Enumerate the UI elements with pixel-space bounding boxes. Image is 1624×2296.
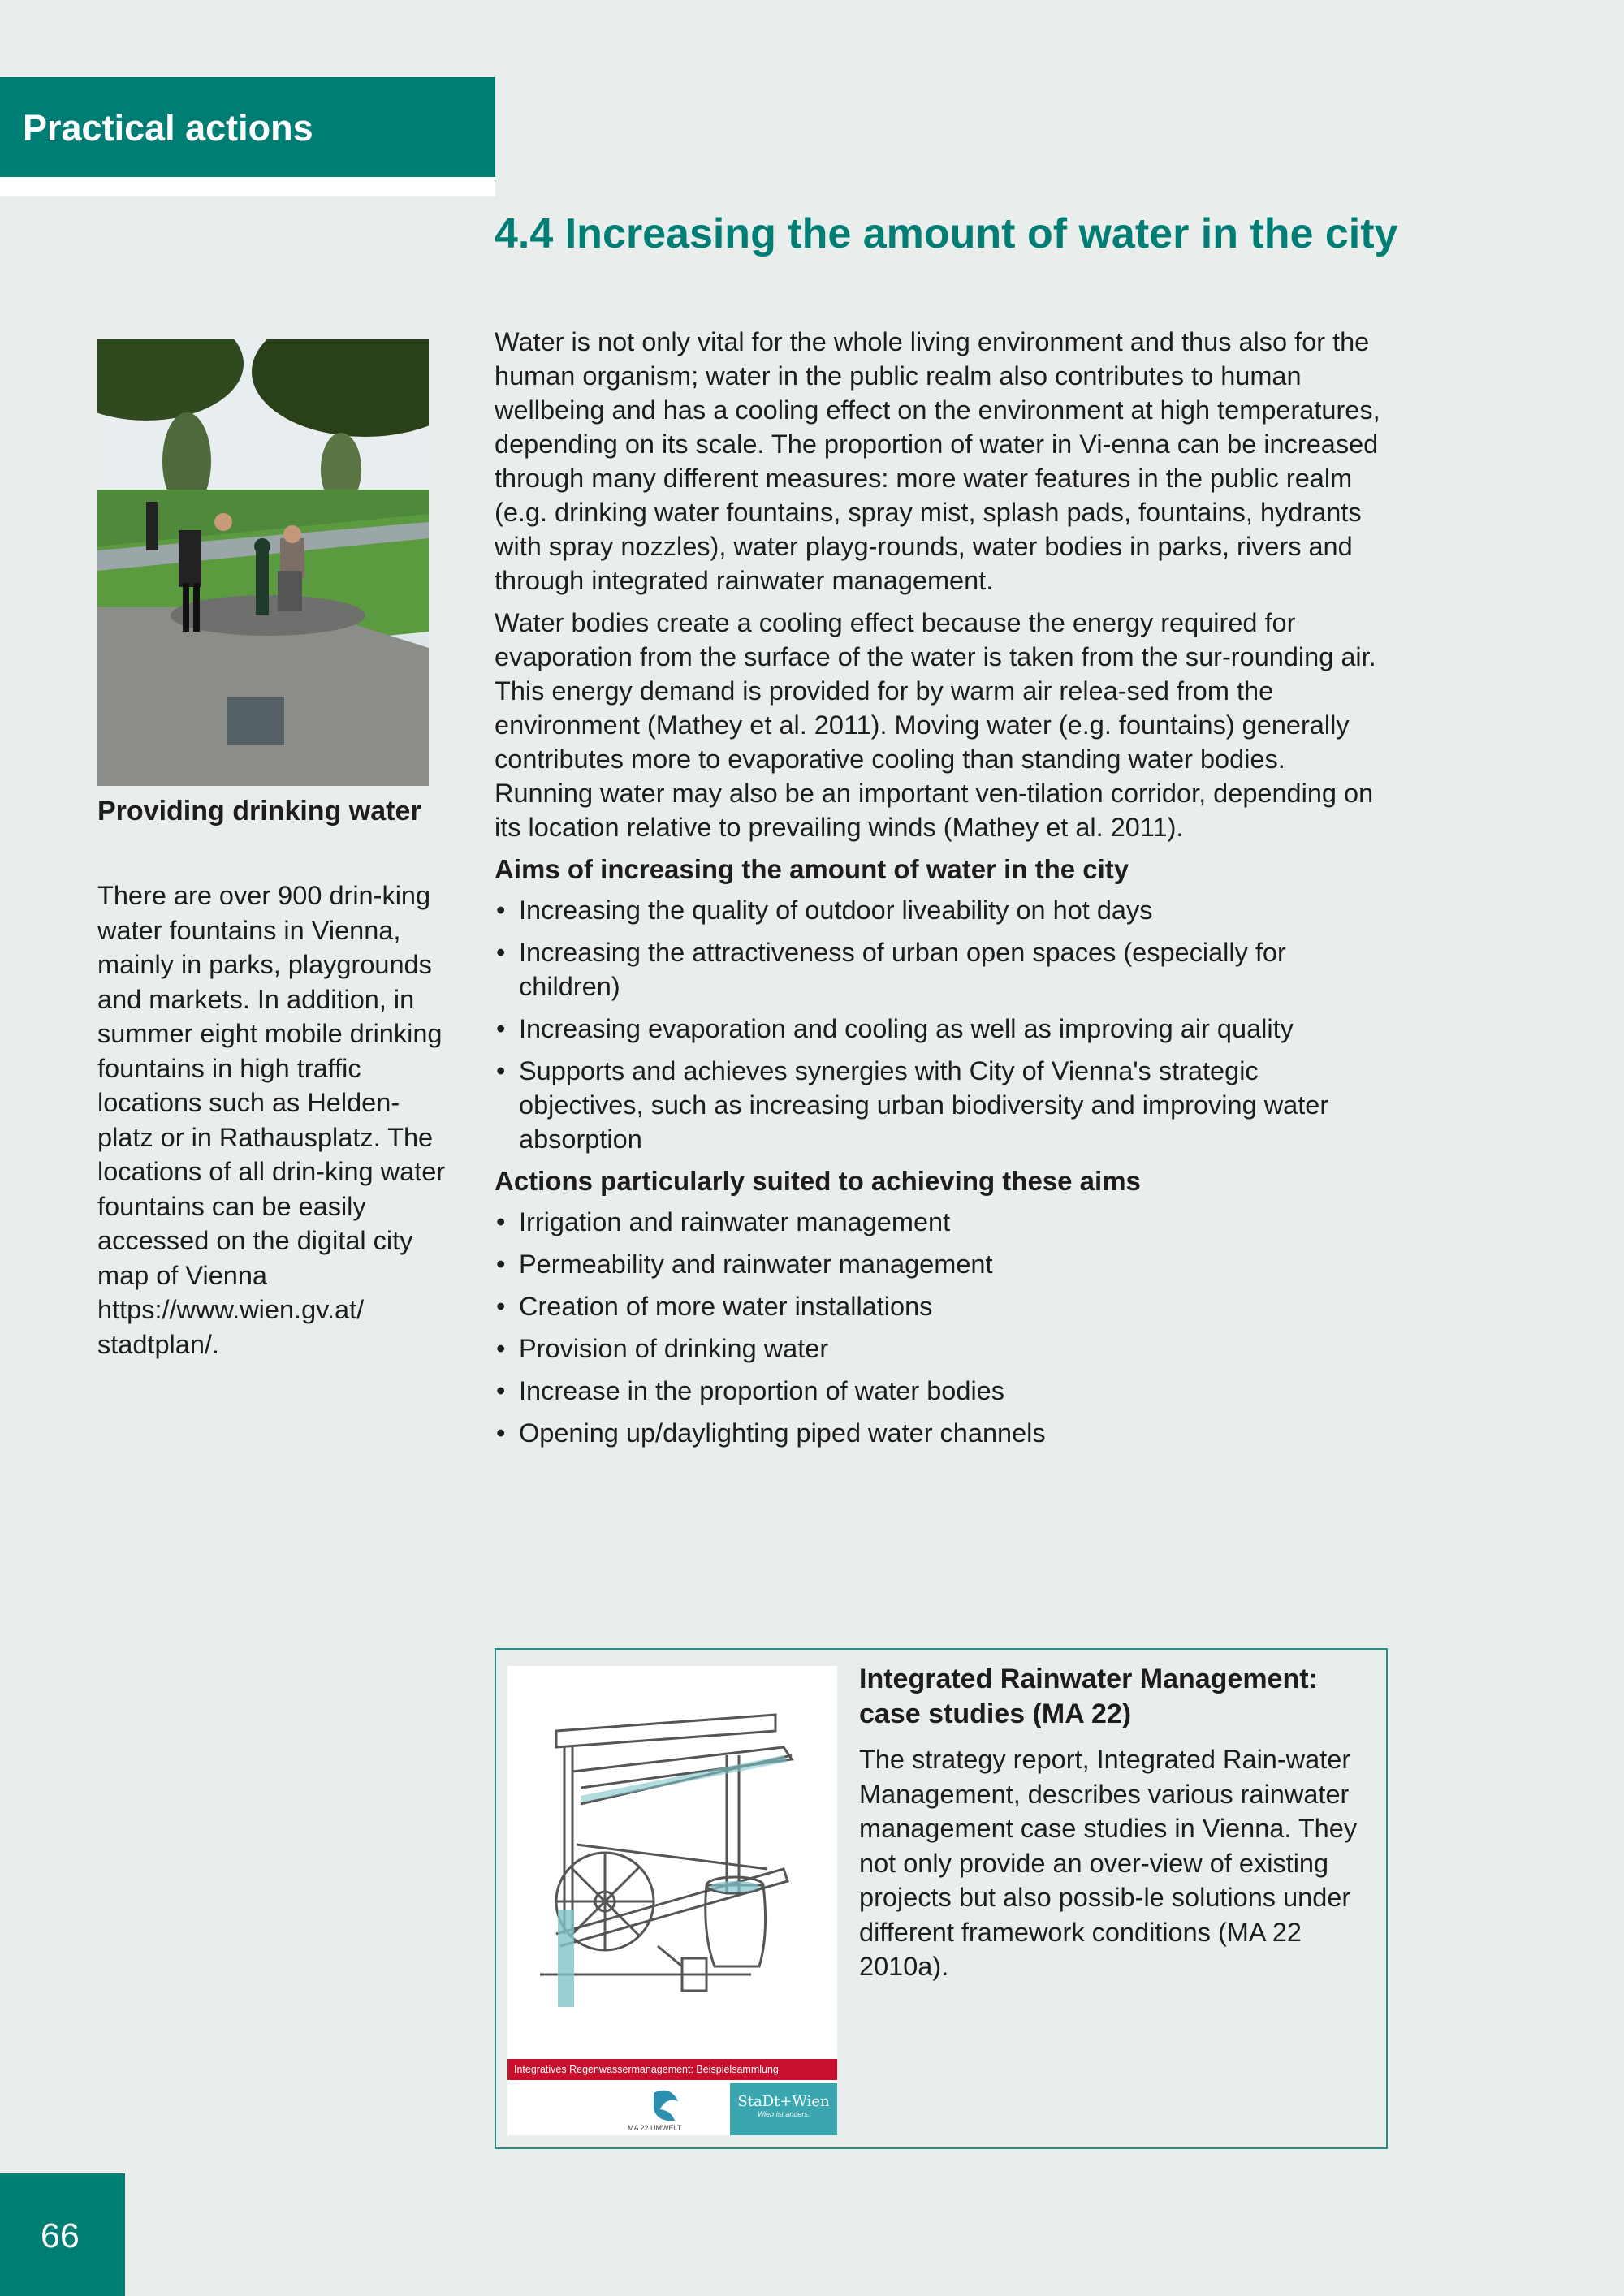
header-underline — [0, 177, 495, 196]
body-paragraph: Water bodies create a cooling effect because the energy required for evaporation from the surface of the water is taken from the sur-rounding air. This energy demand is provided for by warm air relea-sed from the environment (Mathey et al. 2011). Moving water (e.g. fountains) generally contributes more to evaporative cooling than standing water bodies. Running water may also be an important ven-tilation corridor, depending on its location relative to prevailing winds (Mathey et al. 2011). — [495, 608, 1376, 842]
list-item: • Increasing evaporation and cooling as well as improving air quality — [495, 1012, 1384, 1046]
ma22-logo-text: MA 22 UMWELT — [628, 2124, 682, 2132]
sidebar-heading: Providing drinking water — [97, 796, 421, 826]
drinking-fountain-photo — [97, 339, 429, 786]
section-header-title: Practical actions — [23, 107, 313, 149]
sidebar-text: There are over 900 drin-king water fountains in Vienna, mainly in parks, playgrounds and markets. In addition, in summer eight mobile drinking fountains in high traffic locations such as Helden-platz or in Rathausplatz. The locations of all drin-king water fountains can be easily accessed on the digital city map of Vienna https://www.wien.gv.at/ stadtplan/. — [97, 881, 446, 1359]
box-heading: Integrated Rainwater Management: case studies (MA 22) — [859, 1664, 1318, 1729]
list-item: • Creation of more water installations — [495, 1289, 1384, 1323]
list-item: • Permeability and rainwater management — [495, 1247, 1384, 1281]
stadt-wien-logo-text: StaDt+Wien — [737, 2093, 830, 2110]
page-number-box — [0, 2173, 125, 2296]
cover-title-band: Integratives Regenwassermanagement: Beispielsammlung — [508, 2059, 837, 2080]
ma22-logo — [621, 2085, 727, 2135]
body-paragraph: Water is not only vital for the whole living environment and thus also for the human organism; water in the public realm also contributes to human wellbeing and has a cooling effect on the environment at high temperatures, depending on its scale. The proportion of water in Vi-enna can be increased through many different measures: more water features in the public realm (e.g. drinking water fountains, spray mist, splash pads, fountains, hydrants with spray nozzles), water playg-rounds, water bodies in parks, rivers and through integrated rainwater management. — [495, 327, 1380, 595]
list-item: • Increasing the quality of outdoor liveability on hot days — [495, 893, 1384, 927]
case-study-box — [495, 1648, 1388, 2149]
list-item: • Opening up/daylighting piped water channels — [495, 1416, 1384, 1450]
box-text: The strategy report, Integrated Rain-water Management, describes various rainwater management case studies in Vienna. They not only provide an over-view of existing projects but also possib-le solutions under different framework conditions (MA 22 2010a). — [859, 1745, 1358, 1981]
page-number: 66 — [41, 2216, 80, 2255]
actions-heading: Actions particularly suited to achieving these aims — [495, 1166, 1141, 1196]
aims-list — [495, 893, 1384, 1156]
stadt-wien-slogan: Wien ist anders. — [757, 2110, 810, 2118]
rainwater-illustration — [508, 1666, 837, 2059]
page-title: 4.4 Increasing the amount of water in the city — [495, 210, 1398, 257]
list-item: • Provision of drinking water — [495, 1331, 1384, 1366]
main-text-column — [495, 325, 1384, 1458]
list-item: • Supports and achieves synergies with City of Vienna's strategic objectives, such as increasing urban biodiversity and improving water absorption — [495, 1054, 1384, 1156]
aims-heading: Aims of increasing the amount of water in the city — [495, 854, 1129, 884]
list-item: • Irrigation and rainwater management — [495, 1205, 1384, 1239]
list-item: • Increase in the proportion of water bodies — [495, 1374, 1384, 1408]
stadt-wien-logo — [730, 2083, 837, 2135]
list-item: • Increasing the attractiveness of urban open spaces (especially for children) — [495, 935, 1384, 1003]
report-cover-image — [508, 1666, 837, 2135]
actions-list — [495, 1205, 1384, 1450]
